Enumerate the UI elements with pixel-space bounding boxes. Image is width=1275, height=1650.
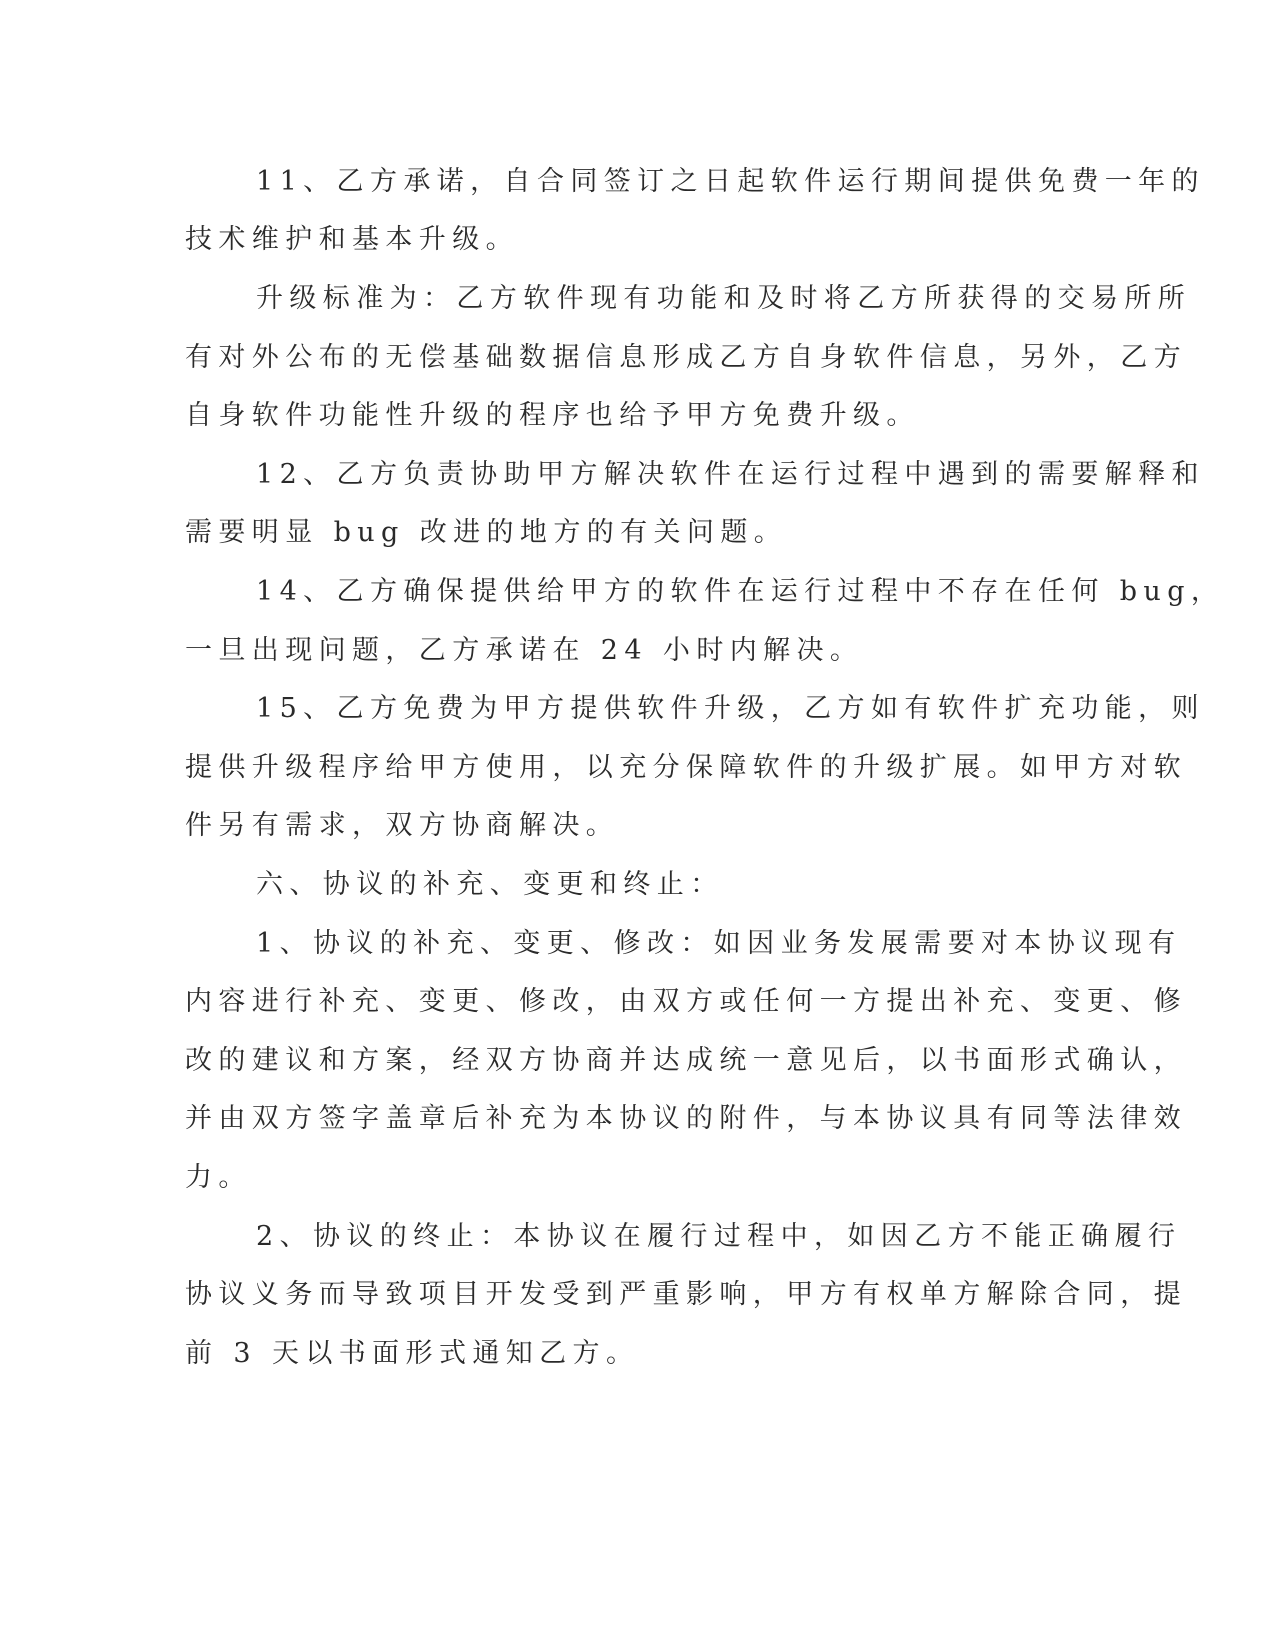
section-6-item-1-line-4: 并由双方签字盖章后补充为本协议的附件，与本协议具有同等法律效: [185, 1103, 1187, 1134]
clause-15-line-3: 件另有需求，双方协商解决。: [185, 810, 620, 841]
clause-11-line-1: 11、乙方承诺，自合同签订之日起软件运行期间提供免费一年的: [256, 166, 1205, 197]
section-6-item-1-line-2: 内容进行补充、变更、修改，由双方或任何一方提出补充、变更、修: [185, 986, 1187, 1017]
clause-14-line-1: 14、乙方确保提供给甲方的软件在运行过程中不存在任何 bug，: [256, 576, 1225, 607]
clause-12-line-2: 需要明显 bug 改进的地方的有关问题。: [185, 517, 788, 548]
section-6-item-1-line-5: 力。: [185, 1162, 252, 1193]
upgrade-standard-line-2: 有对外公布的无偿基础数据信息形成乙方自身软件信息，另外，乙方: [185, 342, 1187, 373]
upgrade-standard-line-3: 自身软件功能性升级的程序也给予甲方免费升级。: [185, 400, 920, 431]
clause-12-line-1: 12、乙方负责协助甲方解决软件在运行过程中遇到的需要解释和: [256, 459, 1205, 490]
upgrade-standard-line-1: 升级标准为：乙方软件现有功能和及时将乙方所获得的交易所所: [256, 283, 1192, 314]
clause-14-line-2: 一旦出现问题，乙方承诺在 24 小时内解决。: [185, 635, 864, 666]
section-6-heading: 六、协议的补充、变更和终止：: [256, 869, 724, 900]
clause-15-line-1: 15、乙方免费为甲方提供软件升级，乙方如有软件扩充功能，则: [256, 693, 1205, 724]
clause-15-line-2: 提供升级程序给甲方使用，以充分保障软件的升级扩展。如甲方对软: [185, 752, 1187, 783]
section-6-item-1-line-1: 1、协议的补充、变更、修改：如因业务发展需要对本协议现有: [256, 928, 1182, 959]
section-6-item-2-line-3: 前 3 天以书面形式通知乙方。: [185, 1338, 640, 1369]
section-6-item-2-line-1: 2、协议的终止：本协议在履行过程中，如因乙方不能正确履行: [256, 1221, 1182, 1252]
section-6-item-1-line-3: 改的建议和方案，经双方协商并达成统一意见后，以书面形式确认，: [185, 1045, 1187, 1076]
section-6-item-2-line-2: 协议义务而导致项目开发受到严重影响，甲方有权单方解除合同，提: [185, 1279, 1187, 1310]
clause-11-line-2: 技术维护和基本升级。: [185, 224, 519, 255]
